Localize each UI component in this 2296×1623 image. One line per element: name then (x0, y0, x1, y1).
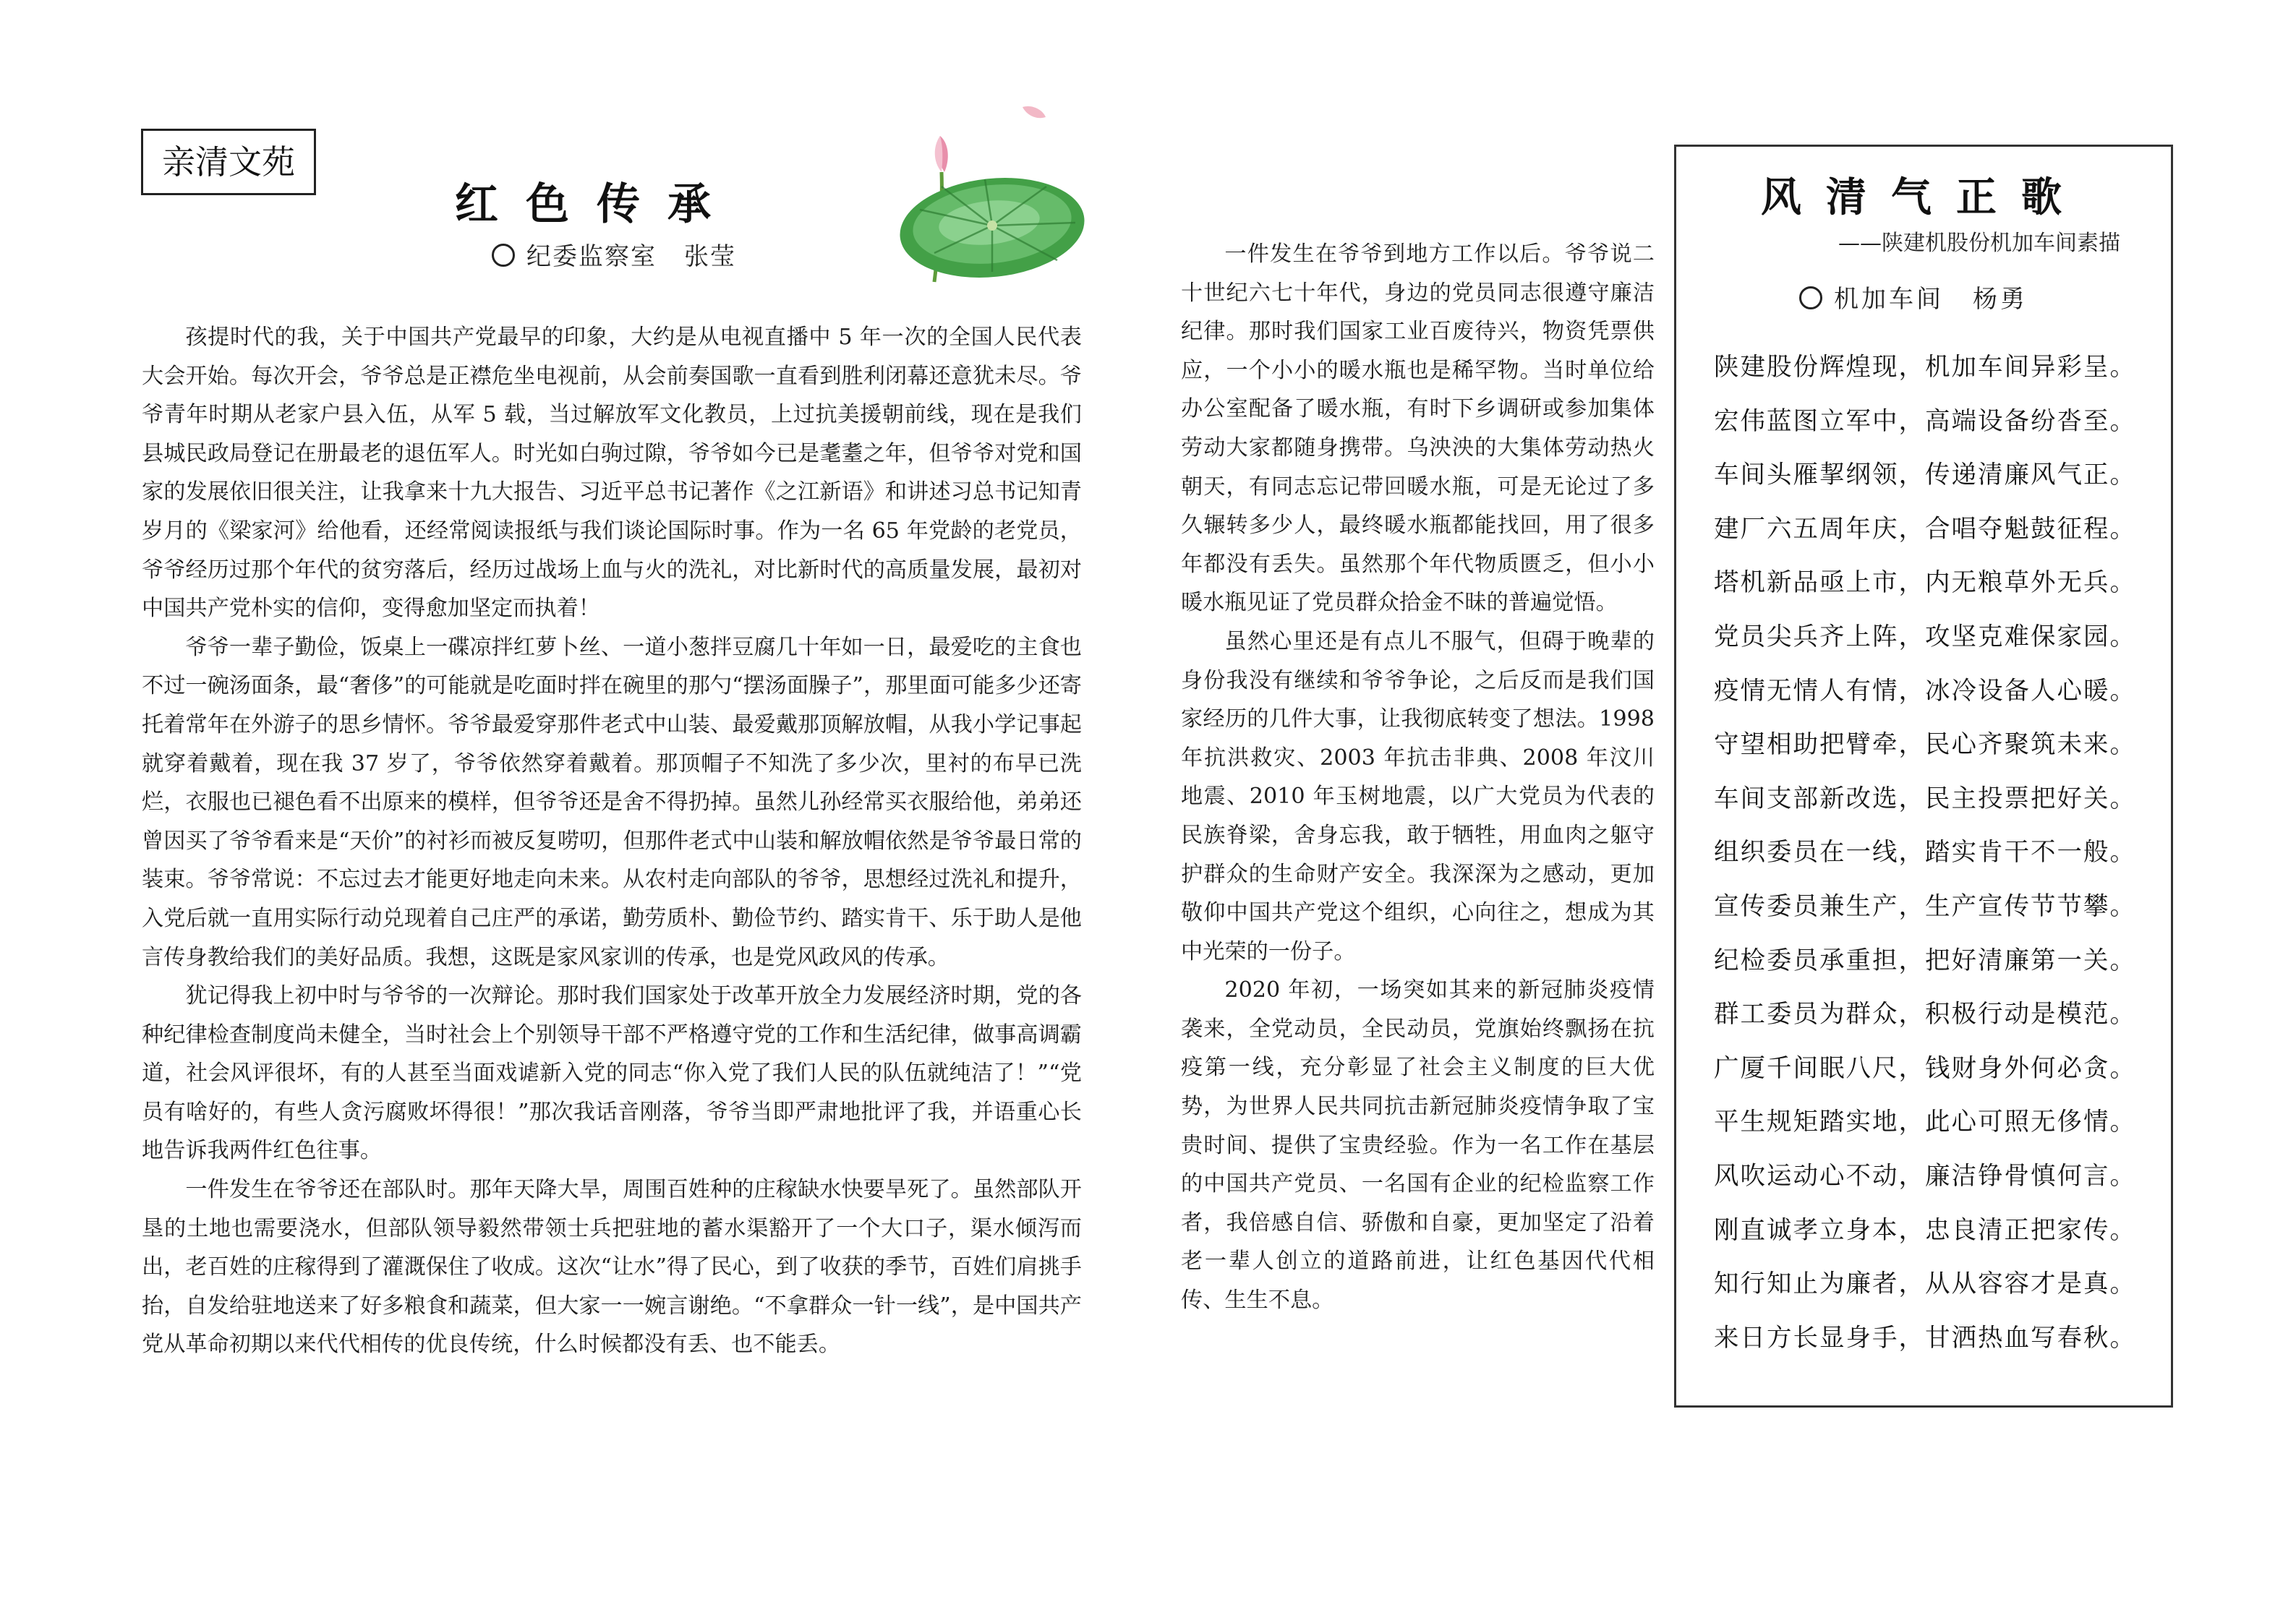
poem-lines (1714, 341, 2162, 1365)
article-paragraph: 孩提时代的我，关于中国共产党最早的印象，大约是从电视直播中 5 年一次的全国人民代表大会开始。每次开会，爷爷总是正襟危坐电视前，从会前奏国歌一直看到胜利闭幕还意犹未尽。爷爷青年时期从老家户县入伍，从军 5 载，当过解放军文化教员，上过抗美援朝前线，现在是我们县城民政局登记在册最老的退伍军人。时光如白驹过隙，爷爷如今已是耄耋之年，但爷爷对党和国家的发展依旧很关注，让我拿来十九大报告、习近平总书记著作《之江新语》和讲述习总书记知青岁月的《梁家河》给他看，还经常阅读报纸与我们谈论国际时事。作为一名 65 年党龄的老党员，爷爷经历过那个年代的贫穷落后，经历过战场上血与火的洗礼，对比新时代的高质量发展，最初对中国共产党朴实的信仰，变得愈加坚定而执着！ (142, 325, 1082, 622)
article-column-middle (1181, 235, 1655, 1320)
poem-line: 纪检委员承重担，把好清廉第一关。 (1714, 946, 2136, 975)
article-paragraph: 一件发生在爷爷还在部队时。那年天降大旱，周围百姓种的庄稼缺水快要旱死了。虽然部队开垦的土地也需要浇水，但部队领导毅然带领士兵把驻地的蓄水渠豁开了一个大口子，渠水倾泻而出，老百姓的庄稼得到了灌溉保住了收成。这次“让水”得了民心，到了收获的季节，百姓们肩挑手抬，自发给驻地送来了好多粮食和蔬菜，但大家一一婉言谢绝。“不拿群众一针一线”，是中国共产党从革命初期以来代代相传的优良传统，什么时候都没有丢、也不能丢。 (142, 1177, 1082, 1358)
poem-byline-dept: 机加车间 (1834, 285, 1944, 314)
article-paragraph: 犹记得我上初中时与爷爷的一次辩论。那时我们国家处于改革开放全力发展经济时期，党的各种纪律检查制度尚未健全，当时社会上个别领导干部不严格遵守党的工作和生活纪律，做事高调霸道，社会风评很坏，有的人甚至当面戏谑新入党的同志“你入党了我们人民的队伍就纯洁了！”“党员有啥好的，有些人贪污腐败坏得很！”那次我话音刚落，爷爷当即严肃地批评了我，并语重心长地告诉我两件红色往事。 (142, 983, 1082, 1164)
byline-dept: 纪委监察室 (526, 242, 657, 271)
poem-title: 风清气正歌 (1761, 174, 2086, 221)
poem-line: 来日方长显身手，甘洒热血写春秋。 (1714, 1323, 2136, 1353)
article-paragraph: 2020 年初，一场突如其来的新冠肺炎疫情袭来，全党动员，全民动员，党旗始终飘扬在抗疫第一线，充分彰显了社会主义制度的巨大优势，为世界人民共同抗击新冠肺炎疫情争取了宝贵时间、提供了宝贵经验。作为一名工作在基层的中国共产党员、一名国有企业的纪检监察工作者，我倍感自信、骄傲和自豪，更加坚定了沿着老一辈人创立的道路前进，让红色基因代代相传、生生不息。 (1181, 977, 1655, 1314)
poem-line: 车间支部新改选，民主投票把好关。 (1714, 784, 2136, 813)
poem-line: 刚直诚孝立身本，忠良清正把家传。 (1714, 1215, 2136, 1245)
poem-line: 车间头雁挈纲领，传递清廉风气正。 (1714, 461, 2136, 490)
poem-line: 宏伟蓝图立军中，高端设备纷沓至。 (1714, 406, 2136, 436)
article-paragraph: 爷爷一辈子勤俭，饭桌上一碟凉拌红萝卜丝、一道小葱拌豆腐几十年如一日，最爱吃的主食也不过一碗汤面条，最“奢侈”的可能就是吃面时拌在碗里的那勺“摆汤面臊子”，那里面可能多少还寄托着常年在外游子的思乡情怀。爷爷最爱穿那件老式中山装、最爱戴那顶解放帽，从我小学记事起就穿着戴着，现在我 37 岁了，爷爷依然穿着戴着。那顶帽子不知洗了多少次，里衬的布早已洗烂，衣服也已褪色看不出原来的模样，但爷爷还是舍不得扔掉。虽然儿孙经常买衣服给他，弟弟还曾因买了爷爷看来是“天价”的衬衫而被反复唠叨，但那件老式中山装和解放帽依然是爷爷最日常的装束。爷爷常说：不忘过去才能更好地走向未来。从农村走向部队的爷爷，思想经过洗礼和提升，入党后就一直用实际行动兑现着自己庄严的承诺，勤劳质朴、勤俭节约、踏实肯干、乐于助人是他言传身教给我们的美好品质。我想，这既是家风家训的传承，也是党风政风的传承。 (142, 634, 1082, 970)
poem-byline-author: 杨勇 (1973, 285, 2028, 314)
poem-line: 组织委员在一线，踏实肯干不一般。 (1714, 838, 2136, 868)
article-paragraph: 一件发生在爷爷到地方工作以后。爷爷说二十世纪六七十年代，身边的党员同志很遵守廉洁纪律。那时我们国家工业百废待兴，物资凭票供应，一个小小的暖水瓶也是稀罕物。当时单位给办公室配备了暖水瓶，有时下乡调研或参加集体劳动大家都随身携带。乌泱泱的大集体劳动热火朝天，有同志忘记带回暖水瓶，可是无论过了多久辗转多少人，最终暖水瓶都能找回，用了很多年都没有丢失。虽然那个年代物质匮乏，但小小暖水瓶见证了党员群众拾金不昧的普遍觉悟。 (1181, 241, 1655, 616)
lotus-petal-icon (1023, 106, 1046, 118)
poem-line: 宣传委员兼生产，生产宣传节节攀。 (1714, 891, 2136, 921)
section-tag: 亲清文苑 (141, 129, 316, 195)
poem-line: 广厦千间眠八尺，钱财身外何必贪。 (1714, 1053, 2136, 1083)
poem-line: 党员尖兵齐上阵，攻坚克难保家园。 (1714, 622, 2136, 651)
poem-subtitle: ——陕建机股份机加车间素描 (1838, 231, 2120, 256)
circle-bullet-icon (1799, 286, 1822, 309)
lotus-leaf-icon (895, 169, 1090, 286)
article-byline (492, 239, 736, 275)
poem-line: 守望相助把臂牵，民心齐聚筑未来。 (1714, 730, 2136, 760)
poem-line: 疫情无情人有情，冰冷设备人心暖。 (1714, 676, 2136, 706)
article-title: 红色传承 (455, 179, 738, 230)
byline-author: 张莹 (684, 242, 736, 271)
poem-line: 陕建股份辉煌现，机加车间异彩呈。 (1714, 353, 2136, 382)
article-paragraph: 虽然心里还是有点儿不服气，但碍于晚辈的身份我没有继续和爷爷争论，之后反而是我们国家经历的几件大事，让我彻底转变了想法。1998 年抗洪救灾、2003 年抗击非典、2008 年汶川地震、2010 年玉树地震，以广大党员为代表的民族脊梁，舍身忘我，敢于牺牲，用血肉之躯守护群众的生命财产安全。我深深为之感动，更加敬仰中国共产党这个组织，心向往之，想成为其中光荣的一份子。 (1181, 628, 1655, 964)
poem-line: 群工委员为群众，积极行动是模范。 (1714, 1000, 2136, 1029)
poem-line: 建厂六五周年庆，合唱夺魁鼓征程。 (1714, 514, 2136, 544)
lotus-illustration (891, 101, 1101, 296)
circle-bullet-icon (492, 244, 515, 267)
poem-line: 平生规矩踏实地，此心可照无侈情。 (1714, 1108, 2136, 1137)
poem-line: 塔机新品亟上市，内无粮草外无兵。 (1714, 568, 2136, 598)
poem-line: 风吹运动心不动，廉洁铮骨慎何言。 (1714, 1161, 2136, 1191)
poem-box (1674, 145, 2173, 1408)
poem-byline (1799, 281, 2028, 318)
poem-line: 知行知止为廉者，从从容容才是真。 (1714, 1269, 2136, 1299)
article-column-left (142, 318, 1082, 1364)
